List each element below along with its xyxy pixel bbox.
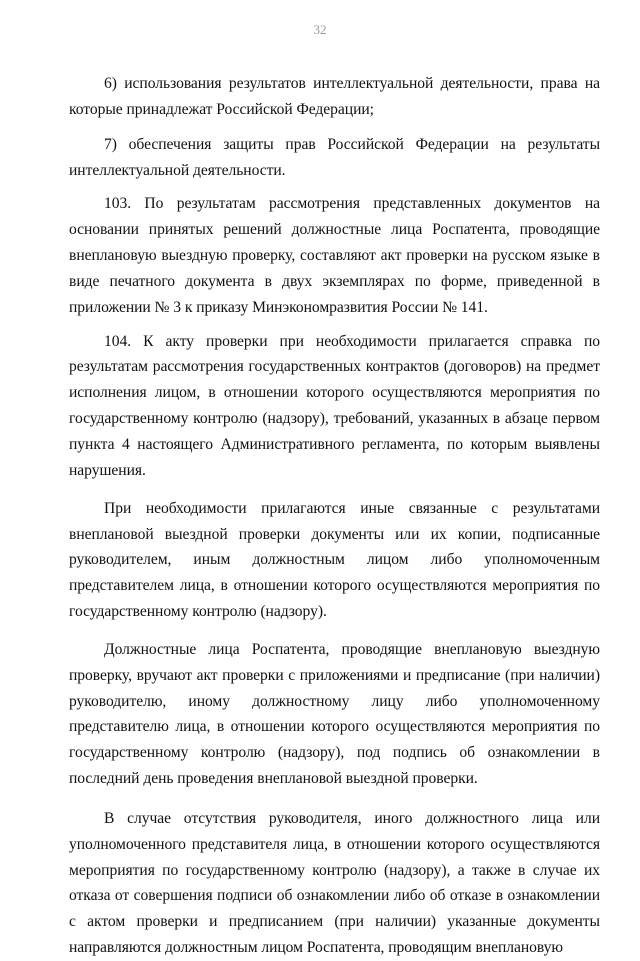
paragraph-absence: В случае отсутствия руководителя, иного должностного лица или уполномоченного представителя лица, в отношении которого осуществляются мероприятия по государственному контролю (надзору), а также в случае их отказа от совершения подписи об ознакомлении либо об отказе в ознакомлении с актом проверки и предписанием (при наличии) указанные документы направляются должностным лицом Роспатента, проводящим внеплановую [69,809,600,957]
page-number: 32 [313,22,327,37]
paragraph-attachments: При необходимости прилагаются иные связанные с результатами внеплановой выездной проверки документы или их копии, подписанные руководителем, иным должностным лицом либо уполномоченным представителем лица, в отношении которого осуществляются мероприятия по государственному контролю (надзору). [69,499,600,621]
paragraph-clause-104: 104. К акту проверки при необходимости прилагается справка по результатам рассмотрения государственных контрактов (договоров) на предмет исполнения лицом, в отношении которого осуществляются мероприятия по государственному контролю (надзору), требований, указанных в абзаце первом пункта 4 настоящего Административного регламента, по которым выявлены нарушения. [69,332,600,479]
paragraph-item-6: 6) использования результатов интеллектуальной деятельности, права на которые принадлежат Российской Федерации; [69,75,600,118]
paragraph-item-7: 7) обеспечения защиты прав Российской Федерации на результаты интеллектуальной деятельности. [69,135,600,179]
paragraph-delivery: Должностные лица Роспатента, проводящие внеплановую выездную проверку, вручают акт проверки с приложениями и предписание (при наличии) руководителю, иному должностному лицу либо уполномоченному представителю лица, в отношении которого осуществляются мероприятия по государственному контролю (надзору), под подпись об ознакомлении в последний день проведения внеплановой выездной проверки. [69,640,600,788]
document-body [69,71,600,961]
paragraph-clause-103: 103. По результатам рассмотрения представленных документов на основании принятых решений должностные лица Роспатента, проводящие внеплановую выездную проверку, составляют акт проверки на русском языке в виде печатного документа в двух экземплярах по форме, приведенной в приложении № 3 к приказу Минэкономразвития России № 141. [69,195,600,316]
